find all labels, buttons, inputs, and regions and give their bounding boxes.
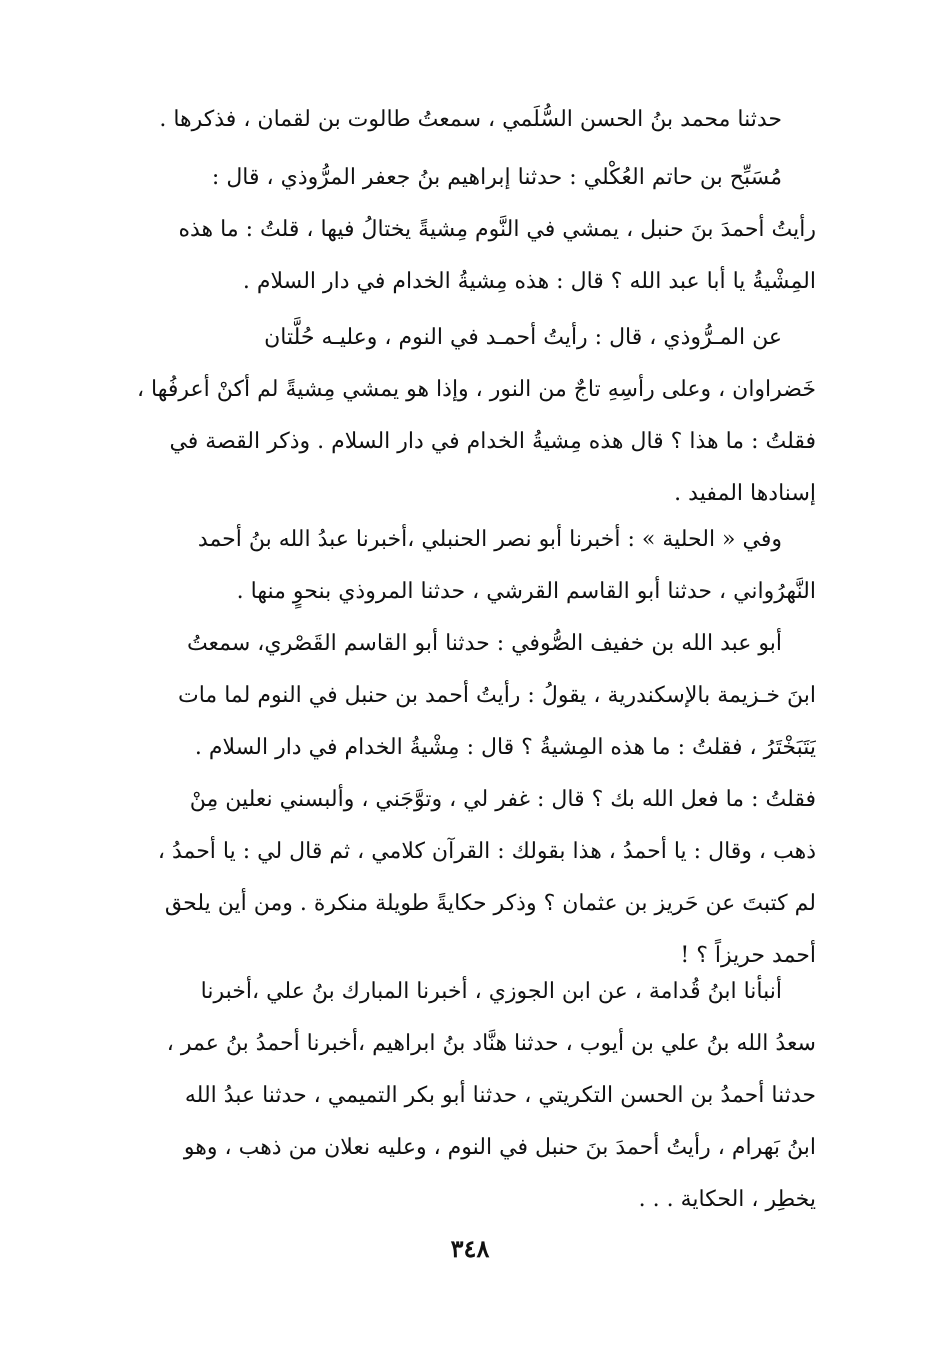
paragraph-5 <box>116 618 816 982</box>
paragraph-2 <box>116 152 816 308</box>
text-line: فقلتُ : ما هذا ؟ قال هذه مِشيةُ الخدام في دار السلام . وذكر القصة في <box>169 429 816 454</box>
text-line: حدثنا محمد بنُ الحسن السُّلَمي ، سمعتُ طالوت بن لقمان ، فذكرها . <box>159 107 782 132</box>
text-line: سعدُ الله بنُ علي بن أيوب ، حدثنا هنَّاد بنُ ابراهيم ،أخبرنا أحمدُ بنُ عمر ، <box>166 1031 816 1056</box>
text-line: وفي « الحلية » : أخبرنا أبو نصر الحنبلي ،أخبرنا عبدُ الله بنُ أحمد <box>197 527 782 552</box>
text-line: عن المـرُّوذي ، قال : رأيتُ أحمـد في النوم ، وعليـه حُلَّتان <box>264 325 782 350</box>
text-line: ابنَ خـزيمة بالإسكندرية ، يقولُ : رأيتُ أحمد بن حنبل في النوم لما مات <box>178 683 816 708</box>
text-line: المِشْيةُ يا أبا عبد الله ؟ قال : هذه مِشيةُ الخدام في دار السلام . <box>242 269 816 294</box>
text-line: يخطِر ، الحكاية . . . <box>638 1187 816 1212</box>
text-line: حدثنا أحمدُ بن الحسن التكريتي ، حدثنا أبو بكر التميمي ، حدثنا عبدُ الله <box>184 1083 816 1108</box>
text-line: أنبأنا ابنُ قُدامة ، عن ابن الجوزي ، أخبرنا المبارك بنُ علي ،أخبرنا <box>200 979 782 1004</box>
paragraph-1 <box>116 94 816 146</box>
text-line: رأيتُ أحمدَ بنَ حنبل ، يمشي في النَّوم مِشيةً يختالُ فيها ، قلتُ : ما هذه <box>178 217 816 242</box>
text-line: مُسَبِّح بن حاتم العُكْلي : حدثنا إبراهيم بنُ جعفر المرُّوذي ، قال : <box>211 165 782 190</box>
paragraph-4 <box>116 514 816 618</box>
text-line: فقلتُ : ما فعل الله بك ؟ قال : غفر لي ، وتوَّجَني ، وألبسني نعلين مِنْ <box>189 787 816 812</box>
text-line: ذهب ، وقال : يا أحمدُ ، هذا بقولك : القرآن كلامي ، ثم قال لي : يا أحمدُ ، <box>157 839 816 864</box>
text-line: أحمد حريزاً ؟ ! <box>680 943 816 968</box>
text-line: خَضراوان ، وعلى رأسِهِ تاجٌ من النور ، وإذا هو يمشي مِشيةً لم أكنْ أعرفُها ، <box>136 377 816 402</box>
text-line: لم كتبتَ عن حَريز بن عثمان ؟ وذكر حكايةً طويلة منكرة . ومن أين يلحق <box>164 891 816 916</box>
paragraph-6 <box>116 966 816 1226</box>
page-number: ٣٤٨ <box>450 1234 490 1263</box>
text-line: ابنُ بَهرام ، رأيتُ أحمدَ بنَ حنبل في النوم ، وعليه نعلان من ذهب ، وهو <box>183 1135 816 1160</box>
text-line: النَّهرُواني ، حدثنا أبو القاسم القرشي ، حدثنا المروذي بنحوٍ منها . <box>236 579 816 604</box>
text-line: إسنادها المفيد . <box>674 481 816 506</box>
text-line: يَتَبَخْتَرُ ، فقلتُ : ما هذه المِشيةُ ؟ قال : مِشْيةُ الخدام في دار السلام . <box>194 735 816 760</box>
text-line: أبو عبد الله بن خفيف الصُّوفي : حدثنا أبو القاسم القَصْري، سمعتُ <box>186 631 782 656</box>
paragraph-3 <box>116 312 816 520</box>
